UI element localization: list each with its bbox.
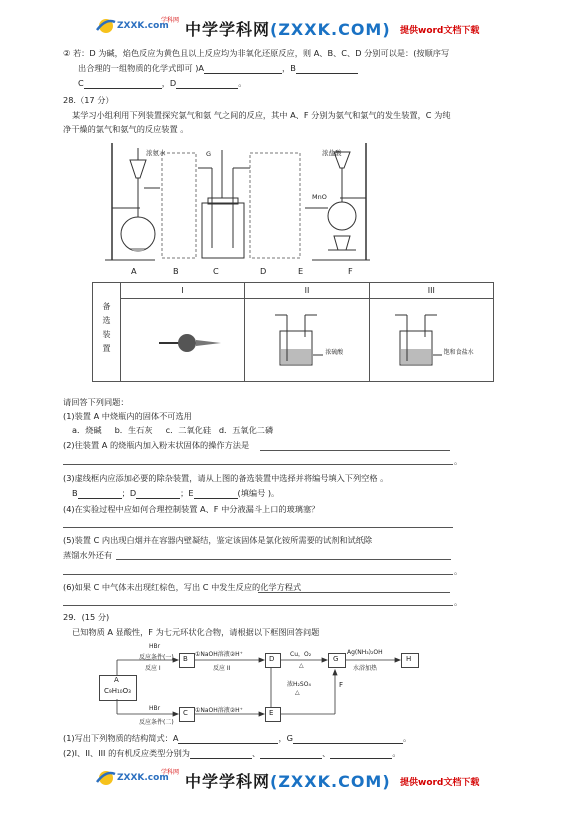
upper-condition-label: 反应条件(一): [139, 654, 174, 661]
step1-reagent-label: ①NaOH溶液②H⁺: [195, 651, 243, 658]
site-title-brand: (ZXXK.COM): [270, 772, 391, 791]
reagent-a-label: 浓氨水: [146, 149, 166, 157]
conc-h2so4-label: 浓H₂SO₄: [287, 681, 311, 688]
dashed-box-de: [250, 153, 300, 258]
site-title-brand: (ZXXK.COM): [270, 20, 391, 39]
q28-q5-2: 蒸馏水外还有: [63, 550, 113, 560]
cu-o2-label: Cu，O₂: [290, 651, 312, 658]
apparatus-label-d: D: [260, 266, 267, 276]
fill-blank-b[interactable]: [78, 490, 122, 499]
q29-q1: (1)写出下列物质的结构简式：A ，G 。: [63, 733, 412, 743]
q1-option-c: c．二氧化硅: [165, 425, 212, 435]
site-title-cn: 中学学科网: [185, 772, 271, 791]
answer-blank-type-2[interactable]: [260, 750, 322, 759]
q2-answer-line-1[interactable]: [260, 450, 450, 451]
q28-q1-options: [72, 425, 273, 436]
answer-blank-struct-a[interactable]: [178, 735, 278, 744]
q28-q2: (2)往装置 A 的烧瓶内加入粉末状固体的操作方法是: [63, 440, 250, 450]
apparatus-a: [105, 143, 160, 260]
compound-e-label: E: [269, 709, 274, 717]
site-title-cn: 中学学科网: [185, 20, 271, 39]
logo-text: ZXXK.com: [117, 21, 169, 31]
wash-bottle-icon: [245, 303, 365, 373]
lower-condition-label: 反应条件(二): [139, 719, 174, 726]
q28-number: 28.（17 分）: [63, 95, 114, 105]
download-link[interactable]: 提供word文档下载: [400, 778, 480, 788]
q28-q5-1: (5)装置 C 内出现白烟并在容器内壁凝结，鉴定该固体是氯化铵所需要的试剂和试纸除: [63, 535, 373, 545]
table-header-2: II: [245, 283, 369, 299]
reaction-1-label: 反应 I: [145, 665, 161, 672]
compound-a-formula: C₉H₁₀O₃: [104, 687, 131, 695]
table-label-conc-h2so4: 浓硫酸: [325, 349, 344, 356]
conc-delta-label: △: [295, 689, 300, 696]
fill-blank-d[interactable]: [136, 490, 180, 499]
answer-blank-d[interactable]: [176, 80, 238, 89]
apparatus-label-f: F: [348, 266, 353, 276]
reaction-flowchart: [95, 643, 425, 731]
q6-answer-line-2[interactable]: [63, 605, 453, 606]
q4-answer-line[interactable]: [63, 527, 453, 528]
footer-banner: [95, 766, 495, 792]
q29-intro: 已知物质 A 显酸性，F 为七元环状化合物，请根据以下框图回答问题: [72, 627, 320, 637]
logo-small-text: 学科网: [161, 769, 180, 776]
logo-icon: [95, 768, 117, 788]
download-link[interactable]: 提供word文档下载: [400, 26, 480, 36]
q1-option-b: b．生石灰: [114, 425, 153, 435]
q5-period: 。: [454, 566, 463, 576]
candidate-apparatus-table: [92, 282, 494, 382]
q27-line-c: C ，D 。: [78, 78, 247, 88]
q6-period: 。: [454, 597, 463, 607]
reaction-2-label: 反应 II: [213, 665, 231, 672]
q28-q6: (6)如果 C 中气体未出现红棕色，写出 C 中发生反应的化学方程式: [63, 582, 302, 592]
dashed-box-b: [162, 153, 196, 258]
apparatus-f: [305, 143, 370, 260]
logo-icon: [95, 16, 117, 36]
q5-answer-line-2[interactable]: [63, 574, 453, 575]
reagent-f-label: 浓盐酸: [322, 149, 342, 157]
compound-b-label: B: [183, 655, 188, 663]
site-title: [185, 769, 391, 792]
q28-prompt: 请回答下列同题：: [63, 397, 129, 407]
compound-a-label: A: [114, 676, 119, 684]
table-cell-3: [369, 299, 493, 382]
q27-line-a: ② 若：D 为碱，焰色反应为黄色且以上反应均为非氧化还原反应，则 A、B、C、D 分别可以是：(按顺序写: [63, 48, 450, 58]
saturated-brine-bottle-icon: [370, 303, 490, 373]
q28-q1: (1)装置 A 中烧瓶内的固体不可选用: [63, 411, 192, 421]
apparatus-drawing: [100, 138, 380, 268]
answer-blank-c[interactable]: [84, 80, 162, 89]
q28-intro-1: 某学习小组利用下列装置探究氯气和氨 气之间的反应，其中 A、F 分别为氨气和氯气的发生装置，C 为纯: [72, 110, 451, 120]
compound-c-label: C: [183, 709, 188, 717]
q5-answer-line-1[interactable]: [116, 559, 451, 560]
tollens-reagent-label: Ag(NH₃)₂OH: [347, 649, 383, 656]
table-header-3: III: [369, 283, 493, 299]
compound-g-label: G: [333, 655, 339, 663]
lower-step-reagent-label: ①NaOH溶液②H⁺: [195, 707, 243, 714]
table-side-cell: [93, 283, 121, 382]
answer-blank-struct-g[interactable]: [293, 735, 403, 744]
reagent-g-label: G: [206, 150, 212, 158]
drying-tube-icon: [121, 303, 241, 373]
q28-q3: (3)虚线框内应添加必要的除杂装置，请从上图的备选装置中选择并将编号填入下列空格 。: [63, 473, 389, 483]
table-side-label: 备选装置: [101, 302, 111, 358]
q1-option-a: a．烧碱: [72, 425, 102, 435]
q6-answer-line-1[interactable]: [258, 592, 450, 593]
q29-number: 29．(15 分): [63, 612, 110, 622]
answer-blank-type-3[interactable]: [330, 750, 392, 759]
logo-text: ZXXK.com: [117, 773, 169, 783]
q2-answer-line-2[interactable]: [63, 464, 453, 465]
compound-d-label: D: [269, 655, 275, 663]
fill-blank-e[interactable]: [194, 490, 238, 499]
q28-intro-2: 净干燥的氯气和氨气的反应装置 。: [63, 124, 189, 134]
compound-f-label: F: [339, 681, 344, 689]
upper-hbr-label: HBr: [149, 643, 161, 650]
apparatus-label-c: C: [213, 266, 219, 276]
q1-option-d: d．五氧化二磷: [218, 425, 274, 435]
compound-h-label: H: [406, 655, 412, 663]
water-bath-label: 水浴加热: [353, 665, 378, 672]
table-label-brine: 饱和食盐水: [443, 349, 474, 356]
header-banner: [95, 14, 495, 40]
q2-period: 。: [454, 456, 463, 466]
table-cell-1: [120, 299, 244, 382]
table-cell-2: [245, 299, 369, 382]
answer-blank-b[interactable]: [296, 65, 358, 74]
q29-q2: (2)I、II、III 的有机反应类型分别为 、 、 。: [63, 748, 401, 758]
apparatus-figure: [100, 138, 380, 278]
table-header-1: I: [120, 283, 244, 299]
site-title: [185, 17, 391, 40]
reagent-mno2-label: MnO: [312, 193, 327, 201]
q28-q4: (4)在实验过程中应如何合理控制装置 A、F 中分液漏斗上口的玻璃塞？: [63, 504, 320, 514]
logo-small-text: 学科网: [161, 17, 180, 24]
q27-line-b: 出合理的一组物质的化学式即可 )A ，B: [78, 63, 358, 74]
lower-hbr-label: HBr: [149, 705, 161, 712]
apparatus-label-b: B: [173, 266, 179, 276]
apparatus-c: [198, 150, 250, 258]
apparatus-label-a: A: [131, 266, 137, 276]
apparatus-label-e: E: [298, 266, 304, 276]
answer-blank-a[interactable]: [204, 65, 282, 74]
answer-blank-type-1[interactable]: [190, 750, 252, 759]
q28-q3-fill: B ；D ；E (填编号 )。: [72, 488, 280, 498]
cu-delta-label: △: [299, 662, 304, 669]
